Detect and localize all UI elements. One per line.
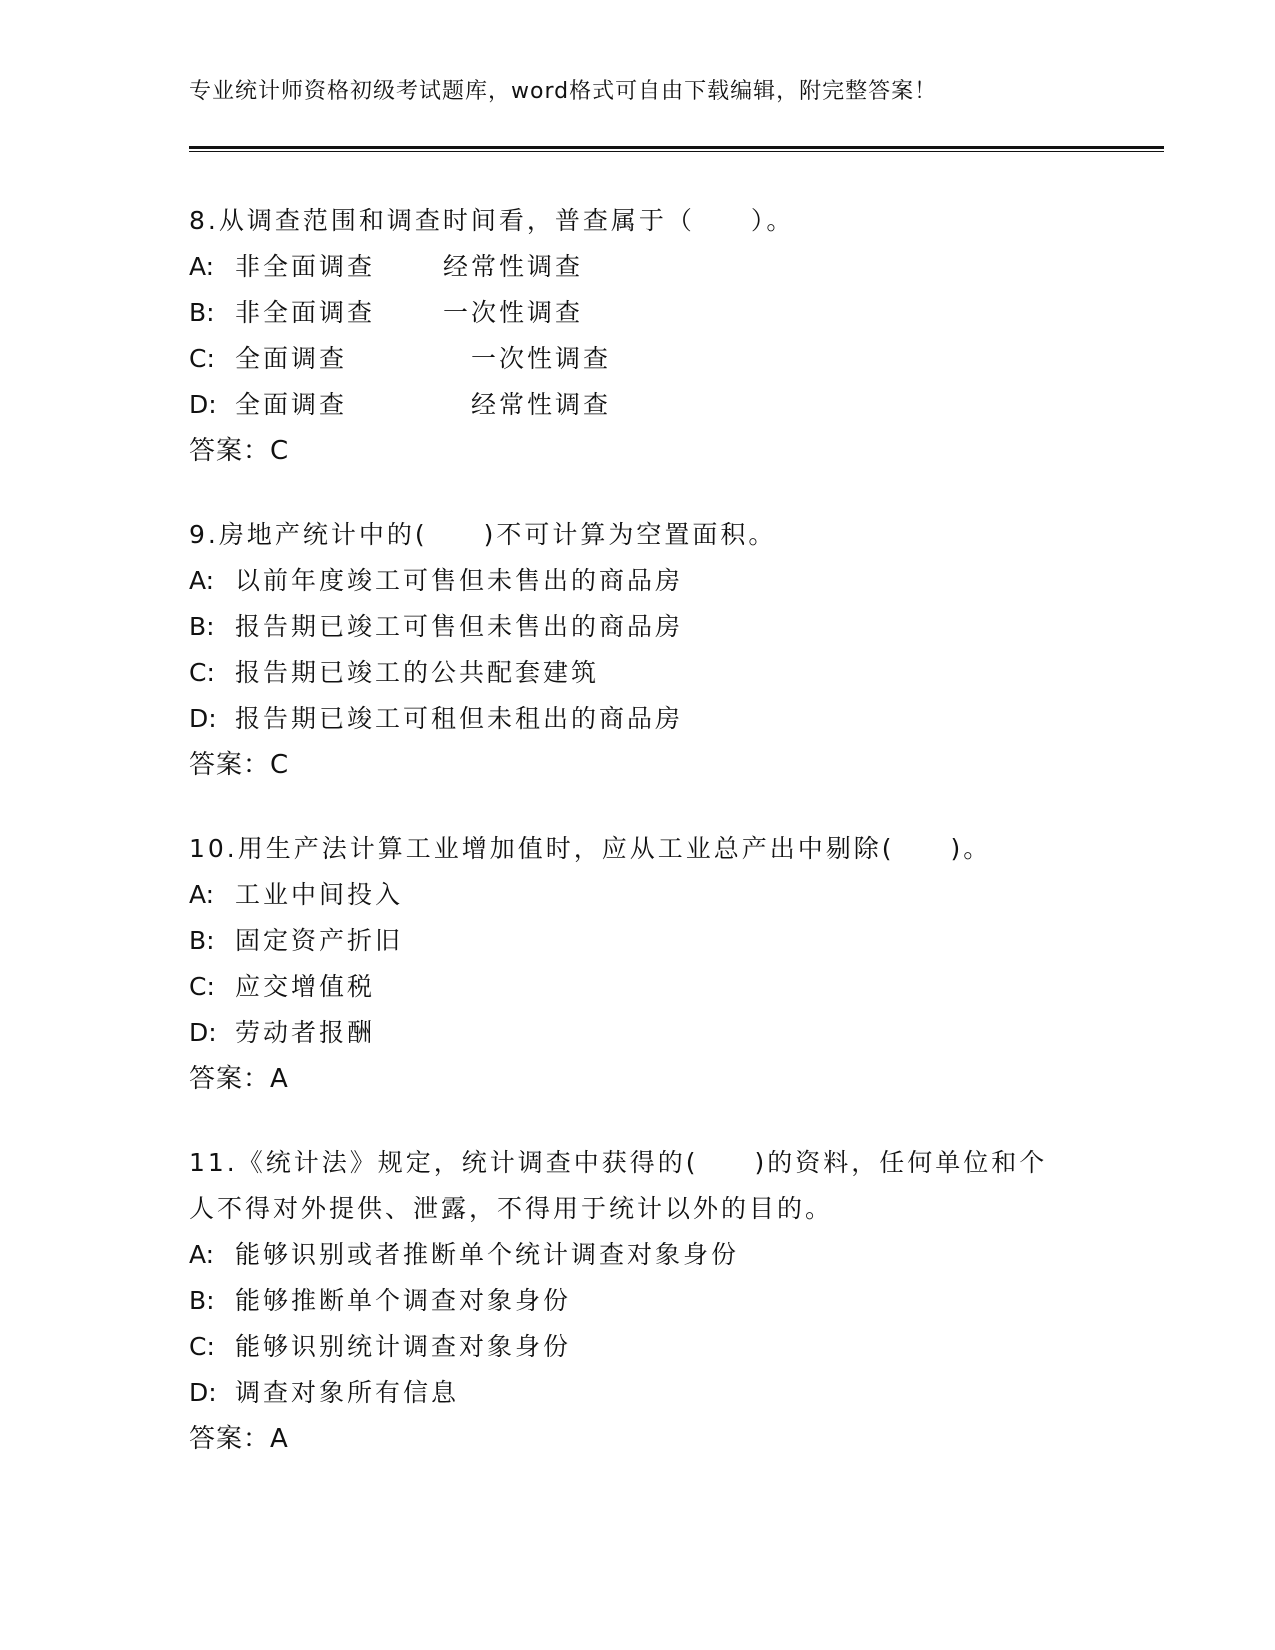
question-9 — [189, 512, 1089, 788]
option-label: C: — [189, 972, 215, 1001]
option-text-secondary: 一次性调查 — [443, 298, 584, 327]
page-header: 专业统计师资格初级考试题库，word格式可自由下载编辑，附完整答案！ — [189, 79, 938, 104]
option-text: 固定资产折旧 — [235, 926, 404, 955]
option-text: 报告期已竣工的公共配套建筑 — [235, 658, 600, 687]
option-text: 报告期已竣工可租但未租出的商品房 — [235, 704, 684, 733]
option-text: 应交增值税 — [235, 972, 376, 1001]
option-text: 以前年度竣工可售但未售出的商品房 — [235, 566, 684, 595]
answer: 答案：C — [189, 436, 290, 466]
option-a — [189, 244, 1089, 290]
option-b — [189, 1278, 1069, 1324]
option-text: 能够识别统计调查对象身份 — [235, 1332, 572, 1361]
question-stem: 11.《统计法》规定，统计调查中获得的( )的资料，任何单位和个人不得对外提供、泄露，不得用于统计以外的目的。 — [189, 1148, 1048, 1223]
header-rule-thick — [189, 146, 1164, 149]
option-label: C: — [189, 344, 215, 373]
question-10 — [189, 826, 1089, 1102]
option-label: B: — [189, 612, 215, 641]
question-stem: 10.用生产法计算工业增加值时，应从工业总产出中剔除( )。 — [189, 834, 992, 863]
question-8 — [189, 198, 1089, 474]
option-b — [189, 290, 1089, 336]
option-c — [189, 964, 1089, 1010]
option-a — [189, 558, 1089, 604]
header-rule-thin — [189, 151, 1164, 152]
option-a — [189, 872, 1089, 918]
option-c — [189, 1324, 1069, 1370]
option-label: A: — [189, 1240, 215, 1269]
option-c — [189, 650, 1089, 696]
option-b — [189, 604, 1089, 650]
option-text: 劳动者报酬 — [235, 1018, 376, 1047]
option-text: 非全面调查 — [235, 252, 376, 281]
option-label: A: — [189, 566, 215, 595]
option-label: B: — [189, 298, 215, 327]
option-label: B: — [189, 926, 215, 955]
option-c — [189, 336, 1089, 382]
option-d — [189, 382, 1089, 428]
option-label: D: — [189, 1378, 217, 1407]
option-text: 报告期已竣工可售但未售出的商品房 — [235, 612, 684, 641]
option-d — [189, 696, 1089, 742]
answer: 答案：C — [189, 750, 290, 780]
option-text: 能够推断单个调查对象身份 — [235, 1286, 572, 1315]
question-stem: 8.从调查范围和调查时间看，普查属于（ ）。 — [189, 206, 795, 235]
option-text-secondary: 经常性调查 — [471, 390, 612, 419]
option-text: 能够识别或者推断单个统计调查对象身份 — [235, 1240, 740, 1269]
option-text: 非全面调查 — [235, 298, 376, 327]
option-label: D: — [189, 390, 217, 419]
question-11 — [189, 1140, 1069, 1462]
answer: 答案：A — [189, 1064, 289, 1094]
option-text-secondary: 一次性调查 — [471, 344, 612, 373]
option-b — [189, 918, 1089, 964]
option-label: A: — [189, 252, 215, 281]
option-label: C: — [189, 1332, 215, 1361]
option-text: 调查对象所有信息 — [235, 1378, 460, 1407]
answer: 答案：A — [189, 1424, 289, 1454]
option-label: C: — [189, 658, 215, 687]
option-label: A: — [189, 880, 215, 909]
option-d — [189, 1010, 1089, 1056]
option-text: 全面调查 — [235, 390, 348, 419]
question-stem: 9.房地产统计中的( )不可计算为空置面积。 — [189, 520, 777, 549]
option-label: B: — [189, 1286, 215, 1315]
option-d — [189, 1370, 1069, 1416]
option-a — [189, 1232, 1069, 1278]
option-label: D: — [189, 1018, 217, 1047]
option-text: 工业中间投入 — [235, 880, 404, 909]
option-text-secondary: 经常性调查 — [443, 252, 584, 281]
option-text: 全面调查 — [235, 344, 348, 373]
option-label: D: — [189, 704, 217, 733]
